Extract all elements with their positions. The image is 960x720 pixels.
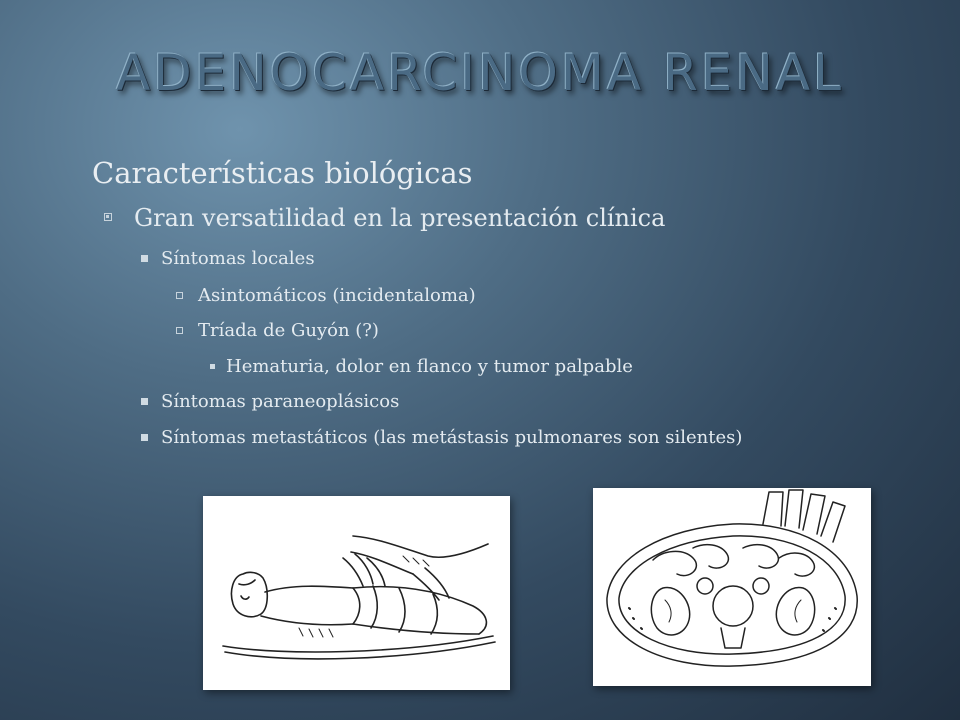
bullet-text: Gran versatilidad en la presentación clínica — [134, 204, 666, 232]
square-bullet-icon — [141, 398, 148, 405]
bullet-text: Síntomas locales — [161, 248, 315, 269]
square-bullet-icon — [141, 434, 148, 441]
bullet-level1 — [104, 204, 665, 232]
bullet-level3 — [176, 320, 379, 341]
square-bullet-icon — [104, 213, 112, 221]
square-bullet-icon — [141, 255, 148, 262]
bullet-text: Hematuria, dolor en flanco y tumor palpable — [226, 356, 633, 377]
bullet-text: Síntomas metastáticos (las metástasis pulmonares son silentes) — [161, 427, 743, 448]
bullet-level2 — [141, 427, 801, 449]
bullet-level4 — [210, 356, 633, 377]
hollow-square-bullet-icon — [176, 292, 183, 299]
bullet-level3 — [176, 285, 476, 306]
abdominal-palpation-icon — [203, 496, 510, 690]
slide-title: ADENOCARCINOMA RENAL — [116, 44, 844, 102]
bullet-level2 — [141, 391, 399, 412]
bullet-text: Asintomáticos (incidentaloma) — [198, 285, 476, 306]
bullet-level2 — [141, 248, 315, 269]
bullet-text: Tríada de Guyón (?) — [198, 320, 379, 341]
abdomen-cross-section-icon — [593, 488, 871, 686]
palpation-illustration — [203, 496, 510, 690]
hollow-square-bullet-icon — [176, 327, 183, 334]
section-heading: Características biológicas — [92, 156, 473, 190]
cross-section-illustration — [593, 488, 871, 686]
small-square-bullet-icon — [210, 364, 215, 369]
bullet-text: Síntomas paraneoplásicos — [161, 391, 400, 412]
